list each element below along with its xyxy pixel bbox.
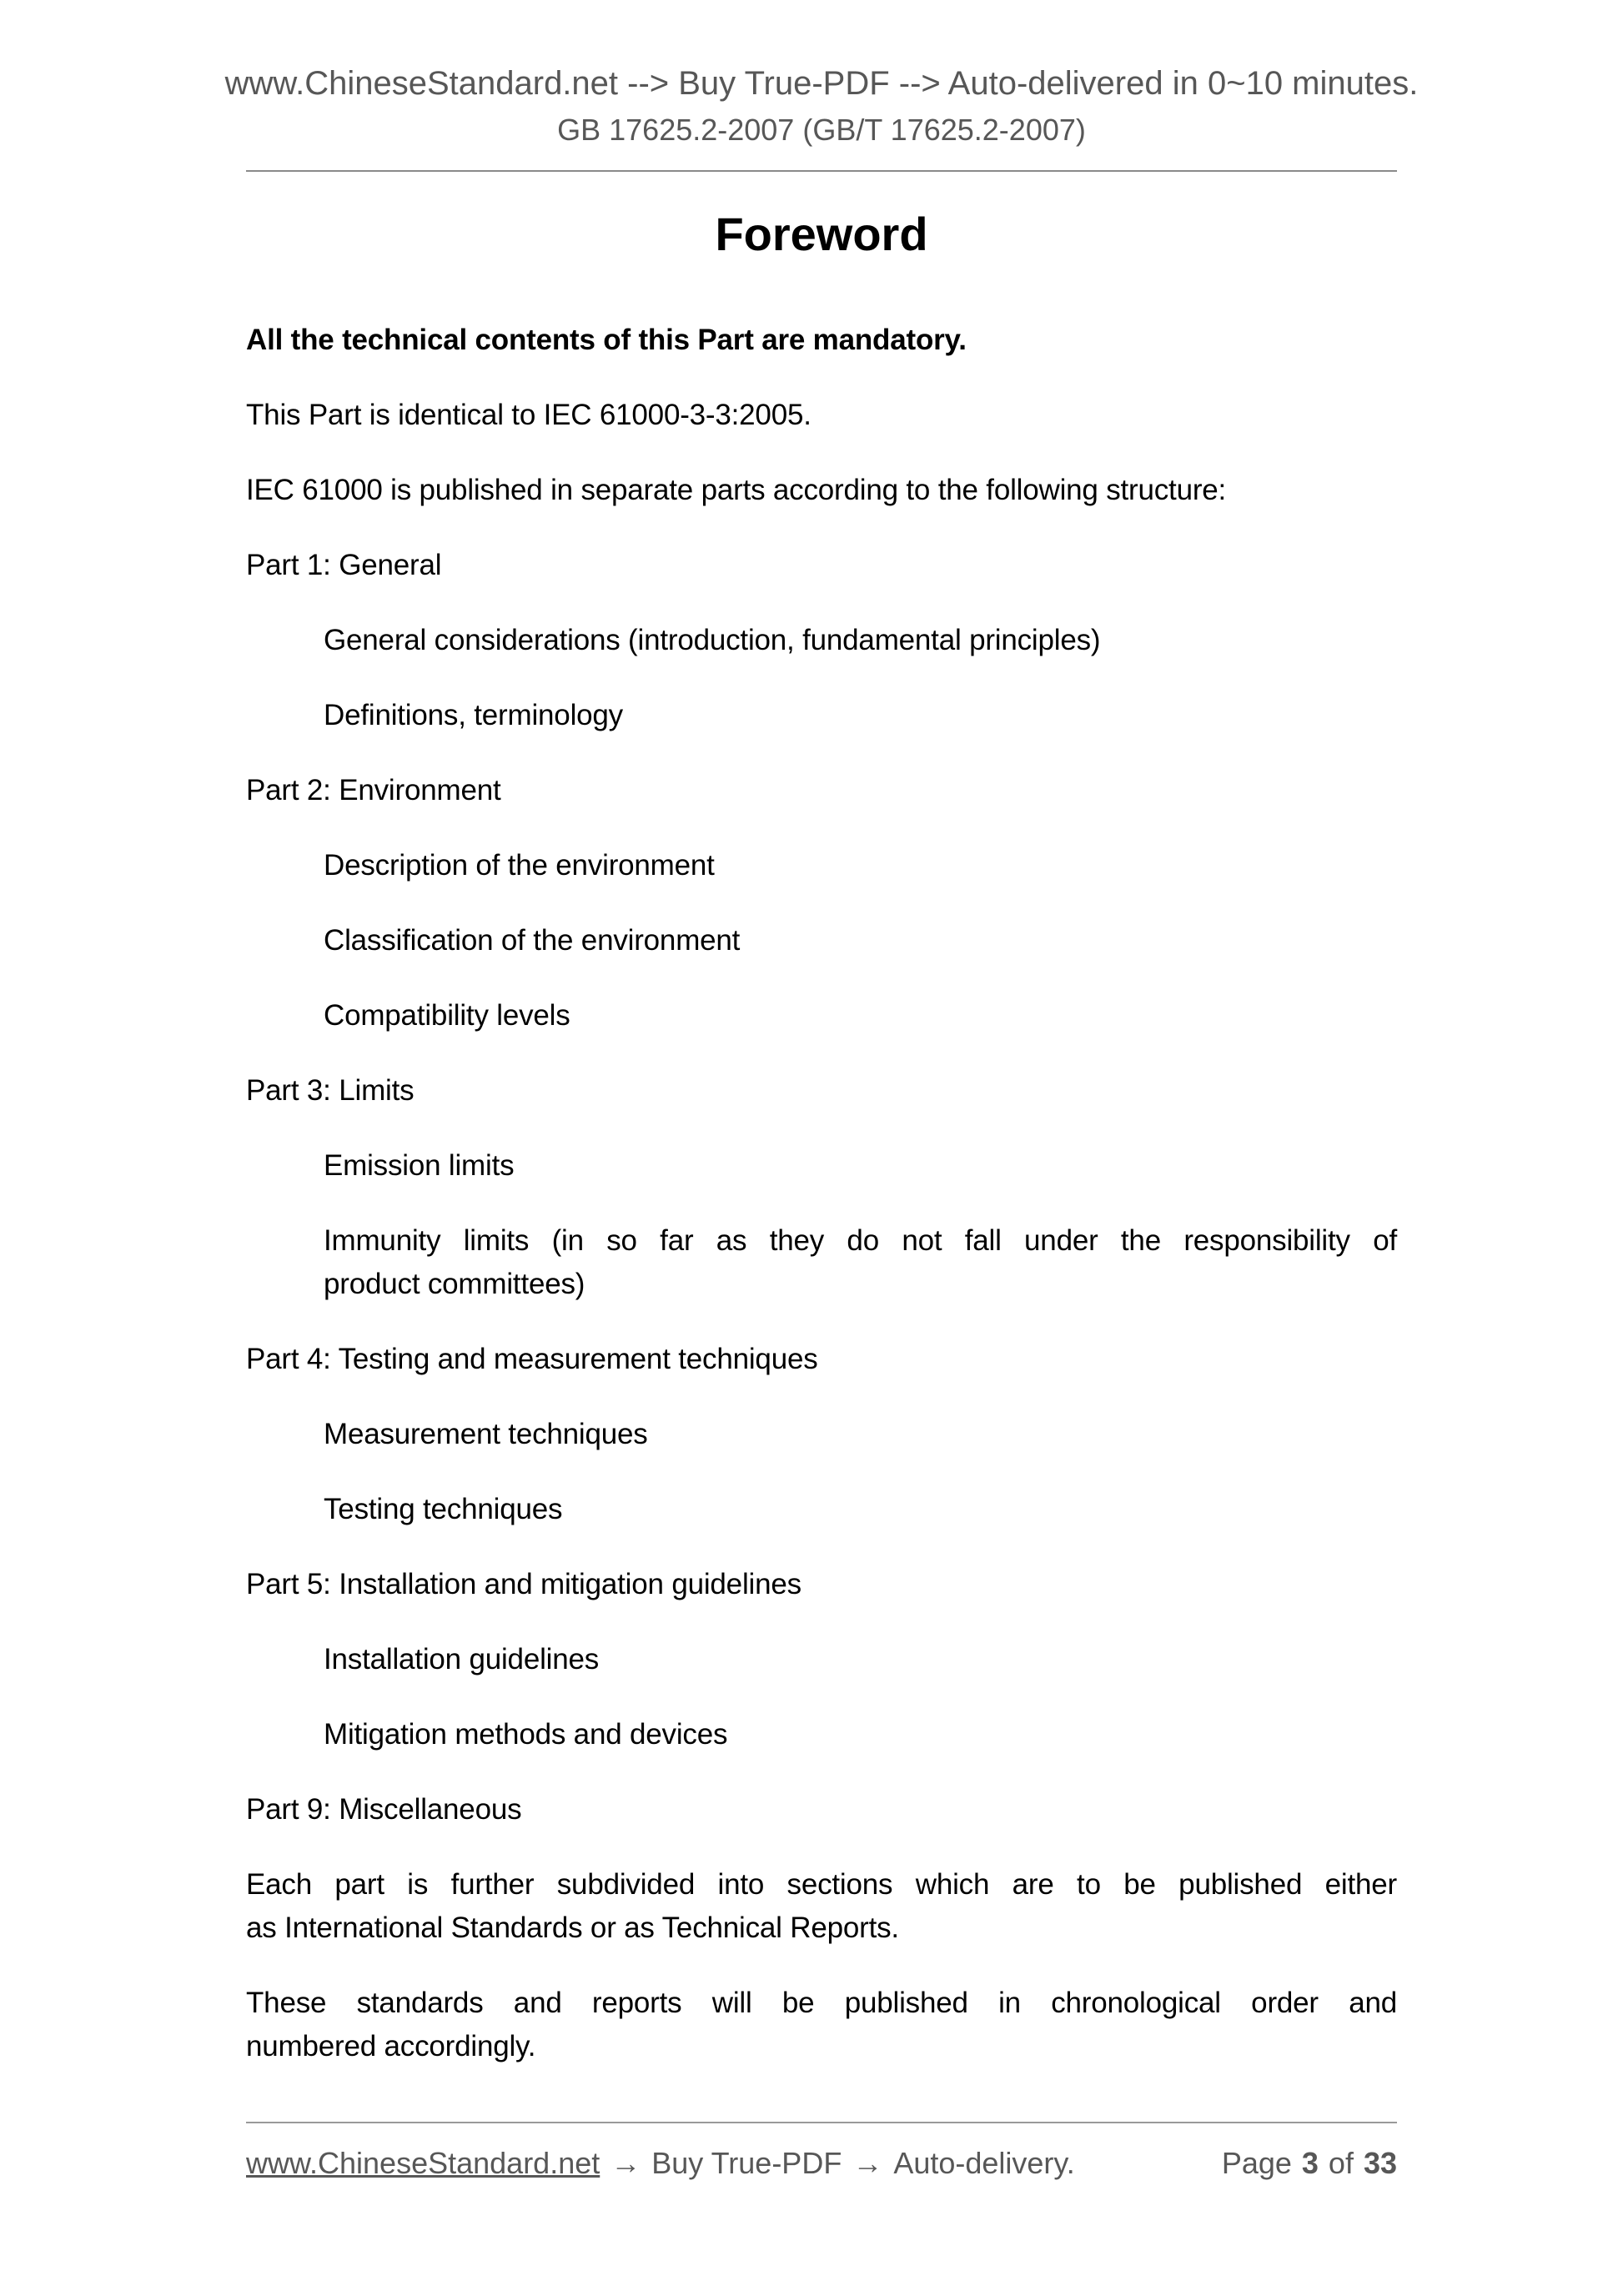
paragraph-line: General considerations (introduction, fundamental principles)	[324, 624, 1101, 656]
paragraph-line: This Part is identical to IEC 61000-3-3:2005.	[246, 399, 812, 431]
page-header	[154, 65, 1489, 147]
paragraph	[246, 1713, 1397, 1756]
paragraph-line: as International Standards or as Technical Reports.	[246, 1912, 899, 1944]
paragraph-line: Each part is further subdivided into sections which are to be published either	[246, 1868, 1397, 1901]
paragraph	[246, 769, 1397, 812]
arrow-right-icon: →	[611, 2146, 641, 2180]
header-line1: www.ChineseStandard.net --> Buy True-PDF --> Auto-delivered in 0~10 minutes.	[224, 65, 1419, 102]
footer-delivery-label: Auto-delivery.	[893, 2146, 1075, 2180]
paragraph-line: Part 4: Testing and measurement techniques	[246, 1343, 818, 1375]
paragraph-line: Emission limits	[324, 1149, 515, 1182]
paragraph	[246, 1338, 1397, 1381]
paragraph	[246, 919, 1397, 962]
arrow-right-icon: →	[852, 2146, 883, 2180]
paragraph	[246, 1069, 1397, 1113]
paragraph	[246, 469, 1397, 512]
footer-of-label: of	[1328, 2146, 1354, 2180]
header-line2: GB 17625.2-2007 (GB/T 17625.2-2007)	[557, 113, 1086, 147]
paragraph-line: Mitigation methods and devices	[324, 1718, 728, 1751]
paragraph-line: Immunity limits (in so far as they do not fall under the responsibility of	[324, 1224, 1397, 1257]
paragraph-line: Definitions, terminology	[324, 699, 623, 731]
paragraph-line: Part 2: Environment	[246, 774, 501, 806]
paragraph-line: Testing techniques	[324, 1493, 563, 1525]
paragraph	[246, 994, 1397, 1037]
paragraph	[246, 319, 1397, 362]
paragraph-line: Part 9: Miscellaneous	[246, 1793, 522, 1826]
paragraph-line: Installation guidelines	[324, 1643, 600, 1676]
footer-buy-label: Buy True-PDF	[651, 2146, 842, 2180]
paragraph	[246, 1488, 1397, 1531]
paragraph-line: Measurement techniques	[324, 1418, 648, 1450]
paragraph	[246, 1638, 1397, 1681]
footer-page-label: Page	[1221, 2146, 1292, 2180]
paragraph-line: These standards and reports will be published in chronological order and	[246, 1987, 1397, 2019]
paragraph	[246, 1863, 1397, 1950]
paragraph-line: Part 1: General	[246, 549, 442, 581]
paragraph	[246, 544, 1397, 587]
paragraph	[246, 394, 1397, 437]
paragraph-line: Classification of the environment	[324, 924, 741, 957]
paragraph-line: Description of the environment	[324, 849, 715, 882]
header-divider	[246, 170, 1397, 172]
footer-page-total: 33	[1363, 2146, 1397, 2180]
paragraph	[246, 1563, 1397, 1606]
paragraph-line: Part 3: Limits	[246, 1074, 415, 1107]
paragraph-line: Compatibility levels	[324, 999, 570, 1032]
paragraph	[246, 844, 1397, 887]
page-footer	[246, 2122, 1397, 2185]
footer-divider	[246, 2122, 1397, 2123]
paragraph	[246, 1982, 1397, 2068]
document-body	[246, 319, 1397, 2068]
paragraph-line: All the technical contents of this Part are mandatory.	[246, 324, 967, 356]
paragraph-line: IEC 61000 is published in separate parts according to the following structure:	[246, 474, 1227, 506]
paragraph	[246, 694, 1397, 737]
paragraph-line: Part 5: Installation and mitigation guidelines	[246, 1568, 801, 1600]
footer-page-current: 3	[1301, 2146, 1319, 2180]
paragraph	[246, 1788, 1397, 1831]
paragraph	[246, 1144, 1397, 1188]
page-title: Foreword	[715, 208, 928, 260]
footer-page-indicator	[1222, 2142, 1397, 2185]
paragraph	[246, 619, 1397, 662]
footer-left	[246, 2142, 1075, 2185]
paragraph	[246, 1413, 1397, 1456]
paragraph	[246, 1219, 1397, 1306]
paragraph-line: product committees)	[324, 1268, 585, 1300]
footer-website-link[interactable]: www.ChineseStandard.net	[246, 2146, 600, 2180]
paragraph-line: numbered accordingly.	[246, 2030, 536, 2062]
